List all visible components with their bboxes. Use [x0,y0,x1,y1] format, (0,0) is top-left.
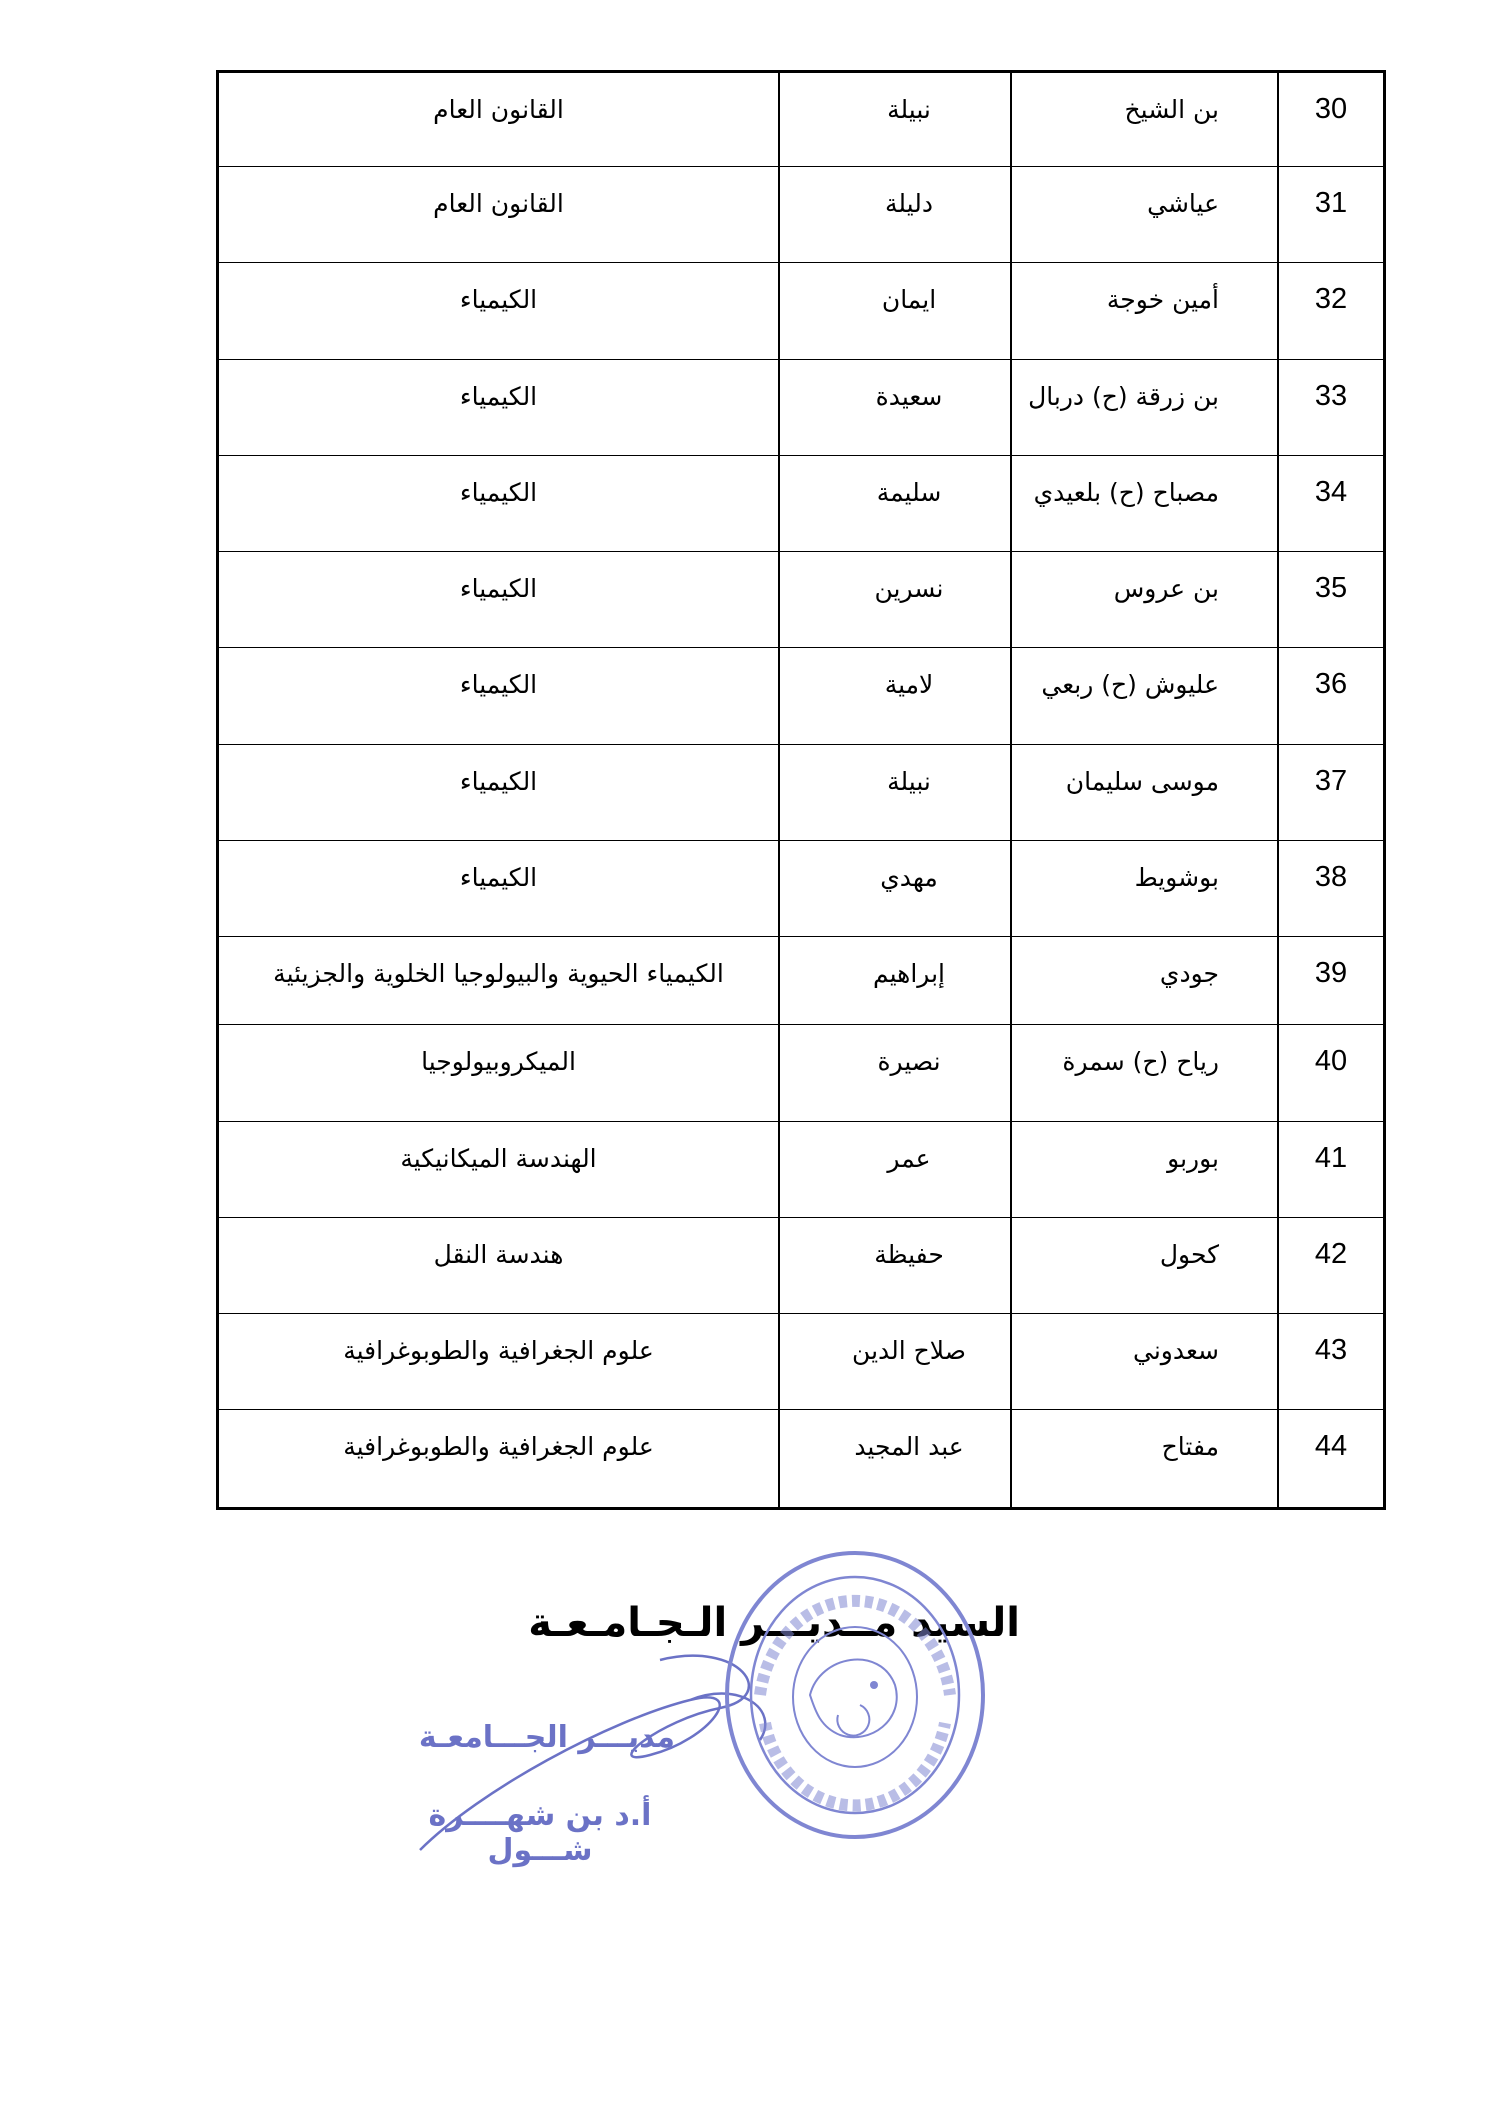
row-number [1278,745,1385,841]
row-number-text: 33 [1314,380,1348,412]
last-name-cell [1011,263,1278,360]
specialty-cell [218,937,780,1025]
specialty-cell-text: علوم الجغرافية والطوبوغرافية [343,1432,654,1461]
row-number-text: 39 [1314,957,1348,989]
row-number [1278,1025,1385,1122]
last-name-cell [1011,456,1278,552]
row-number-text: 30 [1314,93,1348,125]
row-number-text: 38 [1314,861,1348,893]
last-name-cell-text: بوشويط [1134,863,1219,892]
row-number-text: 35 [1314,572,1348,604]
first-name-cell [779,745,1011,841]
table-row [218,648,1385,745]
last-name-cell [1011,1410,1278,1509]
first-name-cell [779,937,1011,1025]
specialty-cell [218,263,780,360]
first-name-cell [779,1314,1011,1410]
last-name-cell [1011,72,1278,167]
last-name-cell-text: رياح (ح) سمرة [1062,1047,1219,1076]
last-name-cell [1011,1218,1278,1314]
table-row [218,552,1385,648]
specialty-cell [218,841,780,937]
table-row [218,1410,1385,1509]
specialty-cell [218,360,780,456]
last-name-cell-text: عليوش (ح) ربعي [1041,670,1219,699]
signature-heading: السيد مــديـــر الـجـامـعـة [528,1600,1020,1646]
specialty-cell-text: الكيمياء [459,670,538,699]
table-row [218,263,1385,360]
first-name-cell-text: سعيدة [875,382,943,411]
specialty-cell-text: الهندسة الميكانيكية [400,1144,597,1173]
first-name-cell-text: نبيلة [887,95,931,124]
row-number [1278,360,1385,456]
table-row [218,72,1385,167]
first-name-cell [779,1122,1011,1218]
first-name-cell [779,1410,1011,1509]
specialty-cell [218,1025,780,1122]
first-name-cell-text: ايمان [881,285,937,314]
specialty-cell [218,1314,780,1410]
first-name-cell-text: عبد المجيد [854,1432,964,1461]
row-number-text: 42 [1314,1238,1348,1270]
row-number-text: 31 [1314,187,1348,219]
table-row [218,841,1385,937]
specialty-cell [218,552,780,648]
first-name-cell-text: مهدي [880,863,938,892]
last-name-cell-text: أمين خوجة [1106,285,1219,314]
last-name-cell-text: بن زرقة (ح) دربال [1028,382,1219,411]
row-number [1278,1314,1385,1410]
first-name-cell-text: نبيلة [887,767,931,796]
first-name-cell [779,648,1011,745]
first-name-cell [779,841,1011,937]
specialty-cell-text: الكيمياء الحيوية والبيولوجيا الخلوية والجزيئية [273,959,724,988]
table-row [218,456,1385,552]
row-number-text: 36 [1314,668,1348,700]
last-name-cell-text: مفتاح [1161,1432,1219,1461]
specialty-cell [218,167,780,263]
first-name-cell-text: دليلة [885,189,933,218]
table-row [218,1218,1385,1314]
first-name-cell [779,263,1011,360]
specialty-cell [218,72,780,167]
specialty-cell-text: هندسة النقل [433,1240,564,1269]
last-name-cell [1011,745,1278,841]
first-name-cell [779,360,1011,456]
first-name-cell-text: حفيظة [874,1240,944,1269]
last-name-cell-text: سعدوني [1133,1336,1219,1365]
last-name-cell-text: كحول [1159,1240,1219,1269]
row-number [1278,1122,1385,1218]
last-name-cell-text: بن الشيخ [1124,95,1219,124]
row-number-text: 40 [1314,1045,1348,1077]
row-number-text: 41 [1314,1142,1348,1174]
table-row [218,360,1385,456]
specialty-cell-text: الكيمياء [459,382,538,411]
last-name-cell [1011,1314,1278,1410]
university-seal [720,1545,990,1845]
first-name-cell [779,1218,1011,1314]
row-number [1278,72,1385,167]
table-row [218,745,1385,841]
last-name-cell-text: جودي [1159,959,1219,988]
first-name-cell-text: صلاح الدين [852,1336,966,1365]
last-name-cell [1011,937,1278,1025]
first-name-cell [779,456,1011,552]
row-number [1278,937,1385,1025]
specialty-cell [218,1122,780,1218]
table-row [218,167,1385,263]
row-number [1278,841,1385,937]
last-name-cell-text: موسى سليمان [1065,767,1219,796]
row-number-text: 37 [1314,765,1348,797]
specialty-cell-text: القانون العام [433,189,564,218]
specialty-cell [218,745,780,841]
specialty-cell-text: الكيمياء [459,863,538,892]
row-number [1278,167,1385,263]
row-number-text: 34 [1314,476,1348,508]
specialty-cell-text: الكيمياء [459,478,538,507]
last-name-cell [1011,841,1278,937]
row-number [1278,456,1385,552]
last-name-cell [1011,1122,1278,1218]
row-number [1278,648,1385,745]
last-name-cell-text: بن عروس [1113,574,1219,603]
specialty-cell-text: علوم الجغرافية والطوبوغرافية [343,1336,654,1365]
row-number [1278,263,1385,360]
specialty-cell-text: الكيمياء [459,767,538,796]
first-name-cell-text: لامية [884,670,934,699]
table-row [218,937,1385,1025]
first-name-cell-text: سليمة [876,478,942,507]
specialty-cell-text: الكيمياء [459,574,538,603]
table-row [218,1122,1385,1218]
last-name-cell [1011,1025,1278,1122]
row-number [1278,552,1385,648]
first-name-cell [779,167,1011,263]
first-name-cell-text: عمر [887,1144,931,1173]
first-name-cell-text: إبراهيم [872,959,945,988]
specialty-cell [218,1218,780,1314]
first-name-cell-text: نسرين [874,574,944,603]
staff-table [216,70,1386,1510]
last-name-cell [1011,552,1278,648]
specialty-cell [218,648,780,745]
first-name-cell [779,1025,1011,1122]
last-name-cell [1011,648,1278,745]
first-name-cell-text: نصيرة [877,1047,941,1076]
row-number-text: 43 [1314,1334,1348,1366]
row-number-text: 44 [1314,1430,1348,1462]
stamp-title: مديـــر الجـــامعـة [418,1720,675,1755]
row-number [1278,1410,1385,1509]
stamp-name: أ.د بن شهــــرة شـــول [428,1798,652,1868]
specialty-cell [218,1410,780,1509]
specialty-cell-text: الكيمياء [459,285,538,314]
table-row [218,1025,1385,1122]
table-row [218,1314,1385,1410]
first-name-cell [779,72,1011,167]
specialty-cell [218,456,780,552]
last-name-cell [1011,360,1278,456]
specialty-cell-text: الميكروبيولوجيا [421,1047,576,1076]
first-name-cell [779,552,1011,648]
last-name-cell-text: مصباح (ح) بلعيدي [1033,478,1219,507]
row-number-text: 32 [1314,283,1348,315]
last-name-cell-text: عياشي [1147,189,1219,218]
specialty-cell-text: القانون العام [433,95,564,124]
last-name-cell [1011,167,1278,263]
last-name-cell-text: بوربو [1167,1144,1219,1173]
row-number [1278,1218,1385,1314]
